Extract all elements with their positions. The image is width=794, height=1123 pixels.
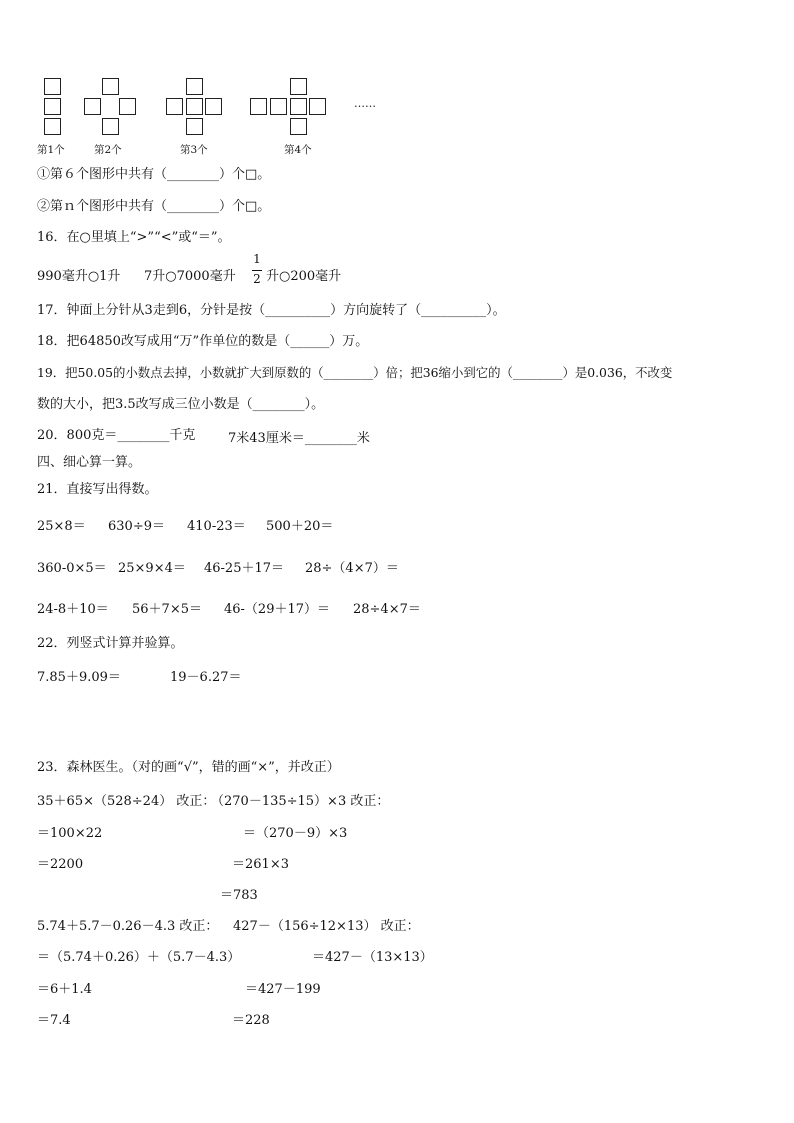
q21-r2-c2: 25×9×4＝: [118, 561, 186, 576]
q22-a: 7.85＋9.09＝: [37, 670, 121, 685]
square: [84, 98, 101, 115]
q18: 18．把64850改写成用“万”作单位的数是（______）万。: [37, 334, 369, 349]
q21-r3-c4: 28÷4×7＝: [353, 602, 421, 617]
square: [44, 78, 61, 95]
q23-p3-step3: ＝7.4: [37, 1013, 71, 1028]
square: [186, 98, 203, 115]
q21-r2-c3: 46-25＋17＝: [204, 561, 285, 576]
q21-r1-c3: 410-23＝: [187, 519, 246, 534]
square: [119, 98, 136, 115]
q19-line2: 数的大小，把3.5改写成三位小数是（________）。: [37, 397, 325, 412]
q23-p1-expression: 35＋65×（528÷24） 改正：: [37, 794, 216, 809]
q23-p4-step1: ＝427－（13×13）: [312, 950, 433, 965]
section-heading: 四、细心算一算。: [37, 455, 142, 470]
q17: 17．钟面上分针从3走到6，分针是按（__________）方向旋转了（__________）。: [37, 303, 506, 318]
figure-caption-1: 第1个: [37, 144, 65, 156]
q23-p3-step2: ＝6＋1.4: [37, 982, 92, 997]
q23-p4-step2: ＝427－199: [245, 982, 321, 997]
q23-p1-step2: ＝2200: [37, 857, 84, 872]
square: [102, 78, 119, 95]
square: [166, 98, 183, 115]
square: [102, 118, 119, 135]
q23-p4-expression: 427－（156÷12×13） 改正：: [233, 919, 420, 934]
square: [186, 118, 203, 135]
q20-a: 20．800克＝________千克: [37, 428, 196, 443]
fraction-bar: [252, 270, 262, 271]
q21-r3-c1: 24-8＋10＝: [37, 602, 109, 617]
q23-p2-expression: （270－135÷15）×3 改正：: [211, 794, 390, 809]
square: [205, 98, 222, 115]
square: [290, 78, 307, 95]
square: [290, 118, 307, 135]
q20-b: 7米43厘米＝________米: [228, 431, 370, 446]
q15-part1: ①第６个图形中共有（________）个□。: [37, 167, 271, 182]
q21-title: 21．直接写出得数。: [37, 482, 158, 497]
q15-part2: ②第ｎ个图形中共有（________）个□。: [37, 199, 271, 214]
square: [290, 98, 307, 115]
figure-caption-2: 第2个: [94, 144, 122, 156]
q23-p4-step3: ＝228: [232, 1013, 270, 1028]
q23-title: 23．森林医生。（对的画“√”，错的画“×”，并改正）: [37, 760, 340, 775]
q22-b: 19－6.27＝: [170, 670, 242, 685]
figure-caption-4: 第4个: [284, 144, 312, 156]
square: [44, 118, 61, 135]
q16-item-c: 升○200毫升: [266, 269, 342, 284]
square: [44, 98, 61, 115]
figure-caption-3: 第3个: [180, 144, 208, 156]
ellipsis: ……: [354, 97, 376, 110]
q21-r2-c1: 360-0×5＝: [37, 561, 107, 576]
q19-line1: 19．把50.05的小数点去掉，小数就扩大到原数的（________）倍；把36缩小到它的（________）是0.036，不改变: [37, 365, 673, 380]
q21-r2-c4: 28÷（4×7）＝: [305, 561, 399, 576]
square: [250, 98, 267, 115]
q21-r1-c2: 630÷9＝: [108, 519, 165, 534]
q22-title: 22．列竖式计算并验算。: [37, 636, 184, 651]
q16-title: 16．在○里填上“>”“<”或“＝”。: [37, 230, 231, 245]
q23-p3-expression: 5.74＋5.7－0.26－4.3 改正：: [37, 919, 219, 934]
fraction-denominator: 2: [253, 272, 261, 286]
q23-p2-step1: ＝（270－9）×3: [243, 826, 348, 841]
q21-r1-c1: 25×8＝: [37, 519, 86, 534]
square: [186, 78, 203, 95]
q16-item-b: 7升○7000毫升: [144, 269, 236, 284]
square: [309, 98, 326, 115]
fraction-numerator: 1: [253, 252, 261, 266]
q21-r3-c3: 46-（29＋17）＝: [224, 602, 331, 617]
square: [270, 98, 287, 115]
q16-item-a: 990毫升○1升: [37, 269, 121, 284]
q23-p2-step3: ＝783: [220, 888, 258, 903]
q23-p1-step1: ＝100×22: [37, 826, 103, 841]
q23-p3-step1: ＝（5.74＋0.26）＋（5.7－4.3）: [37, 950, 241, 965]
q23-p2-step2: ＝261×3: [232, 857, 289, 872]
q21-r3-c2: 56＋7×5＝: [132, 602, 202, 617]
q21-r1-c4: 500＋20＝: [266, 519, 334, 534]
